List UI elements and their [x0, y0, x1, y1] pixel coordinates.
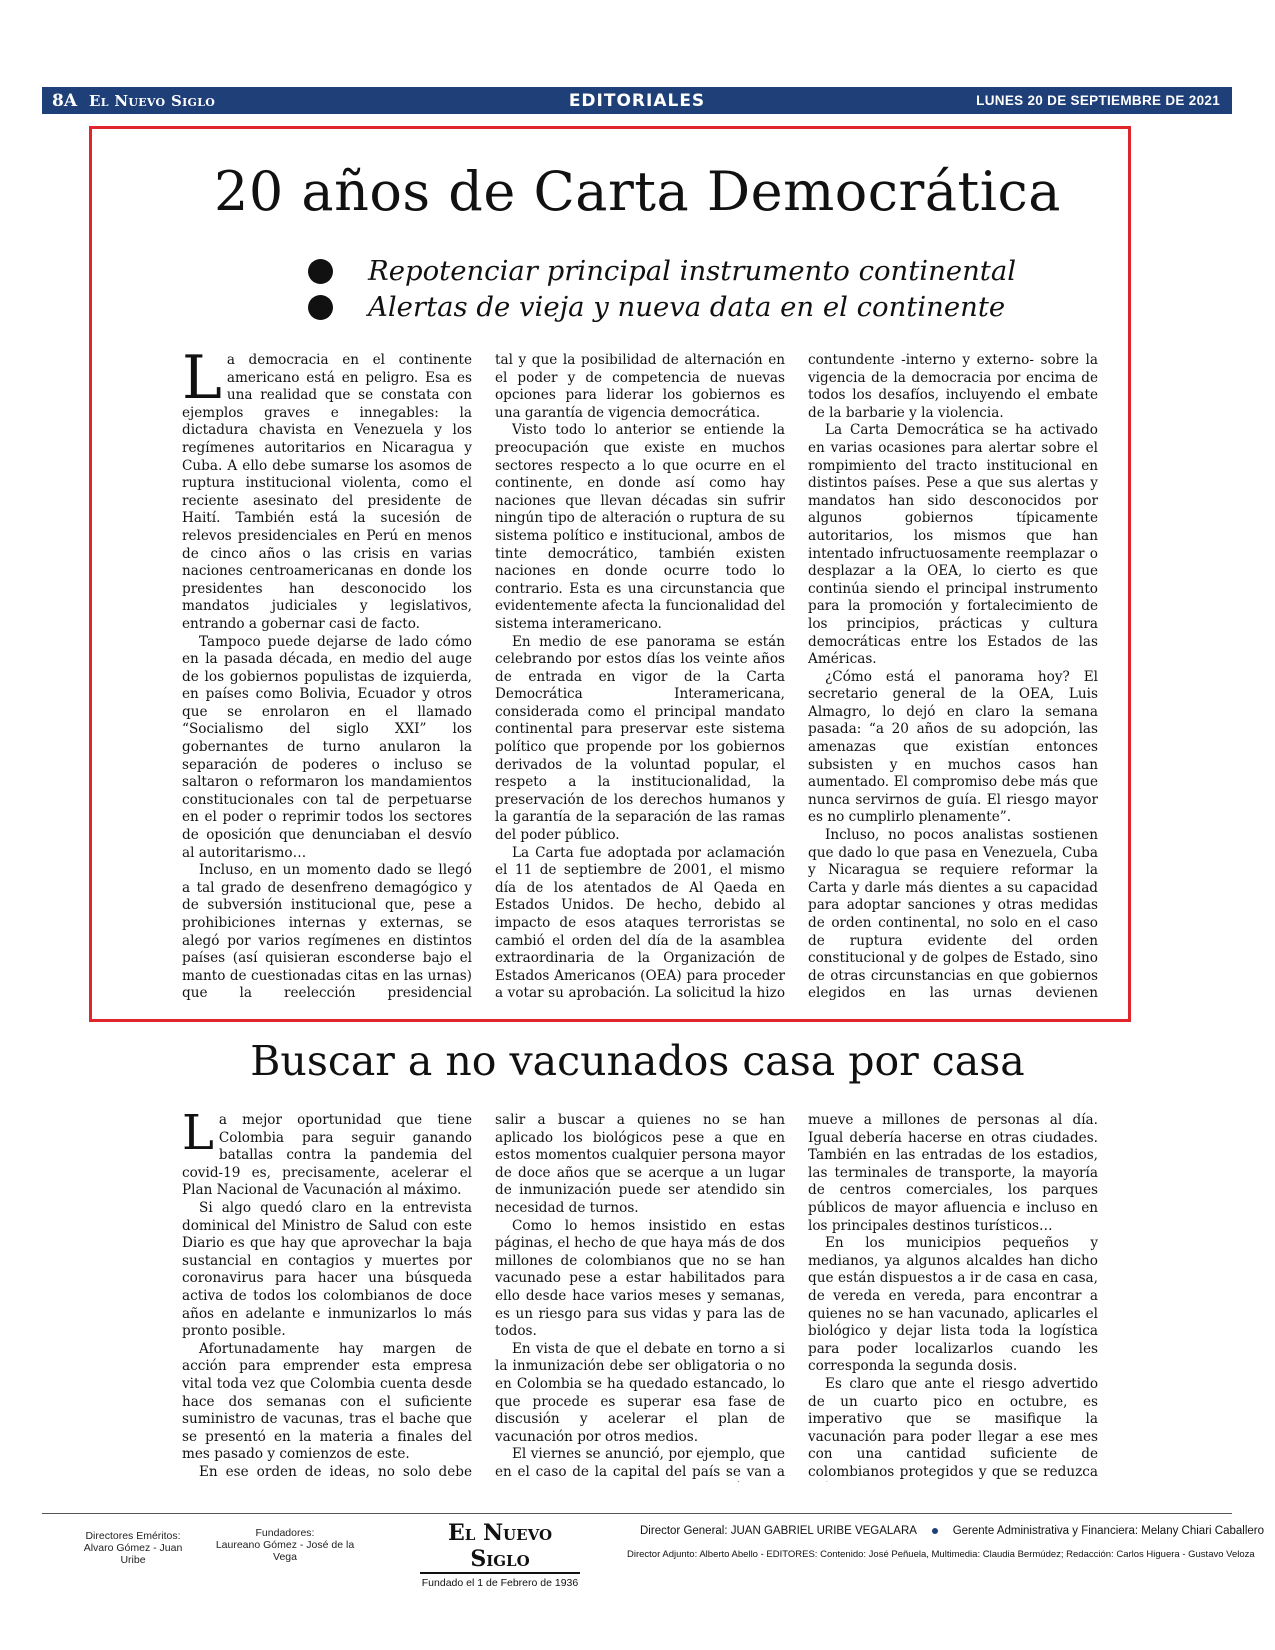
bullet-dot-icon [308, 295, 333, 320]
newspaper-logo: El Nuevo Siglo [420, 1520, 580, 1574]
directores-names: Alvaro Gómez - Juan Uribe [83, 1542, 183, 1566]
paragraph: Tampoco puede dejarse de lado cómo en la pasada década, en medio del auge de los gobiernos populistas de izquierda, en países como Bolivia, Ecuador y otros que se enrolaron en el llamado “Socialismo del siglo XXI” los gobernantes de turno anularon la separación de poderes o incluso se saltaron o reformaron los mandamientos constitucionales con tal de perpetuarse en el poder o reprimir todos los sectores de oposición que denunciaban el desvío al autoritarismo… [182, 633, 472, 861]
fundadores-label: Fundadores: [255, 1527, 315, 1539]
paragraph: Si algo quedó claro en la entrevista dominical del Ministro de Salud con este Diario es que hay que aprovechar la baja sustancial en contagios y muertes por coronavirus para hacer una búsqueda activa de todos los colombianos de doce años en adelante e inmunizarlos lo más pronto posible. [182, 1199, 472, 1340]
editorial-title-2: Buscar a no vacunados casa por casa [250, 1037, 1025, 1085]
footer-staff-main [640, 1525, 1264, 1537]
paragraph: Afortunadamente hay margen de acción para emprender esta empresa vital toda vez que Colombia cuenta desde hace dos semanas con el suficiente suministro de vacunas, tras el bache que se presentó en la materia a finales del mes pasado y comienzos de este. [182, 1340, 472, 1463]
paragraph: La Carta Democrática se ha activado en varias ocasiones para alertar sobre el rompimiento del tracto institucional en distintos países. Pese a que sus alertas y mandatos han sido desconocidos por algunos gobiernos típicamente autoritarios, los mismos que han intentado infructuosamente reemplazar o desplazar a la OEA, lo cierto es que continúa siendo el principal instrumento para la promoción y fortalecimiento de los principios, prácticas y cultura democráticas entre los Estados de las Américas. [808, 422, 1098, 668]
paragraph: En ese orden de ideas, no solo debe [199, 1463, 472, 1480]
paragraph: salir a buscar a quienes no se han aplicado los biológicos pese a que en estos momentos cualquier persona mayor de doce años que se acerque a un lugar de inmunización puede ser atendido sin necesidad de turnos. [495, 1112, 785, 1216]
paragraph: Incluso, no pocos analistas sostienen que dado lo que pasa en Venezuela, Cuba y Nicaragua se requiere reformar la Carta y darle más dientes a su capacidad para adoptar sanciones y otras medidas de orden continental, no solo en el caso de ruptura evidente del orden constitucional y de golpes de Estado, sino de otras circunstancias en que gobiernos elegidos en las urnas devienen [808, 827, 1098, 1002]
page-number: 8A [52, 90, 78, 111]
paragraph: Es claro que ante el riesgo advertido de un cuarto pico en octubre, es imperativo que se masifique la vacunación para poder llegar a ese mes con una cantidad suficiente de colombianos protegidos y que se reduzca [808, 1375, 1098, 1480]
drop-cap: L [182, 352, 222, 413]
paragraph: ¿Cómo está el panorama hoy? El secretario general de la OEA, Luis Almagro, lo dejó en claro la semana pasada: “a 20 años de su adopción, las amenazas que existían entonces subsisten y en muchos casos han aumentado. El compromiso debe más que nunca servirnos de guía. El riesgo mayor es no cumplirlo plenamente”. [808, 668, 1098, 826]
issue-date: LUNES 20 DE SEPTIEMBRE DE 2021 [976, 93, 1220, 108]
article-column-2 [495, 1112, 785, 1482]
separator-dot-icon [932, 1528, 938, 1534]
paragraph: En los municipios pequeños y medianos, ya algunos alcaldes han dicho que están dispuestos a ir de casa en casa, de vereda en vereda, para encontrar a quienes no se han vacunado, aplicarles el biológico y dejar lista toda la logística para poder localizarlos cuando les corresponda la segunda dosis. [808, 1235, 1098, 1375]
summary-item [308, 289, 1016, 325]
paragraph: La democracia en el continente americano está en peligro. Esa es una realidad que se constata con ejemplos graves e innegables: la dictadura chavista en Venezuela y los regímenes autoritarios en Nicaragua y Cuba. A ello debe sumarse los asomos de ruptura institucional violenta, como el reciente asesinato del presidente de Haití. También está la sucesión de relevos presidenciales en Perú en menos de cinco años o las crisis en varias naciones centroamericanas en donde los presidentes han desconocido los mandatos judiciales y legislativos, entrando a gobernar casi de facto. [182, 352, 472, 632]
footer-staff-editors: Director Adjunto: Alberto Abello - EDITORES: Contenido: José Peñuela, Multimedia: Claudia Bermúdez; Redacción: Carlos Higuera - Gustavo Veloza [627, 1549, 1255, 1560]
section-header-bar [42, 87, 1232, 114]
summary-text: Alertas de vieja y nueva data en el continente [368, 291, 1006, 323]
fundadores-names: Laureano Gómez - José de la Vega [215, 1539, 355, 1563]
paragraph: tal y que la posibilidad de alternación en el poder y de competencia de nuevas opciones para liderar los gobiernos es una garantía de vigencia democrática. [495, 352, 785, 421]
director-general: Director General: JUAN GABRIEL URIBE VEGALARA [640, 1525, 917, 1537]
article-column-1 [182, 352, 472, 1002]
paragraph: En vista de que el debate en torno a si la inmunización debe ser obligatoria o no en Colombia se ha quedado estancado, lo que procede es superar esa fase de discusión y acelerar el plan de vacunación por otros medios. [495, 1340, 785, 1445]
paragraph: La Carta fue adoptada por aclamación el 11 de septiembre de 2001, el mismo día de los atentados de Al Qaeda en Estados Unidos. De hecho, debido al impacto de esos ataques terroristas se cambió el orden del día de la asamblea extraordinaria de la Organización de Estados Americanos (OEA) para proceder a votar su aprobación. La solicitud la hizo [495, 844, 785, 1002]
paragraph: mueve a millones de personas al día. Igual debería hacerse en otras ciudades. También en las entradas de los estadios, las terminales de transporte, la mayoría de centros comerciales, los parques públicos de mayor afluencia e incluso en los principales destinos turísticos… [808, 1112, 1098, 1234]
article-column-2 [495, 352, 785, 1002]
footer-divider [42, 1513, 1232, 1514]
section-title: EDITORIALES [568, 91, 706, 111]
paragraph: Incluso, en un momento dado se llegó a tal grado de desenfreno demagógico y de subversión institucional que, pese a prohibiciones internas y externas, se alegó por varios regímenes en distintos países (así quisieran esconderse bajo el manto de cuestionadas citas en las urnas) que la reelección presidencial [182, 862, 472, 1002]
article-column-3 [808, 352, 1098, 1002]
masthead-small: El Nuevo Siglo [89, 91, 216, 110]
paragraph: La mejor oportunidad que tiene Colombia para seguir ganando batallas contra la pandemia del covid-19 es, precisamente, acelerar el Plan Nacional de Vacunación al máximo. [182, 1112, 472, 1199]
footer-fundadores [210, 1527, 360, 1563]
directores-label: Directores Eméritos: [85, 1530, 181, 1542]
paragraph: Como lo hemos insistido en estas páginas, el hecho de que haya más de dos millones de colombianos que no se han vacunado pese a estar habilitados para ello desde hace varios meses y semanas, es un riesgo para sus vidas y para las de todos. [495, 1217, 785, 1340]
article-column-1 [182, 1112, 472, 1482]
drop-cap: L [182, 1112, 214, 1161]
bullet-dot-icon [308, 259, 333, 284]
footer-logo [420, 1520, 580, 1589]
summary-item [308, 253, 1016, 289]
paragraph: En medio de ese panorama se están celebrando por estos días los veinte años de entrada en vigor de la Carta Democrática Interamericana, considerada como el principal mandato continental para preservar este sistema político que propende por los gobiernos derivados de la voluntad popular, el respeto a la institucionalidad, la preservación de los derechos humanos y la garantía de la separación de las ramas del poder público. [495, 633, 785, 844]
editorial-title-1: 20 años de Carta Democrática [214, 160, 1061, 223]
paragraph: Visto todo lo anterior se entiende la preocupación que existe en muchos sectores respecto a lo que ocurre en el continente, en donde así como hay naciones que llevan décadas sin sufrir ningún tipo de alteración o ruptura de su sistema político e institucional, ambos de tinte democrático, también existen naciones en donde ocurre todo lo contrario. Esta es una circunstancia que evidentemente afecta la funcionalidad del sistema interamericano. [495, 422, 785, 632]
paragraph: contundente -interno y externo- sobre la vigencia de la democracia por encima de todos los desafíos, incluyendo el embate de la barbarie y la violencia. [808, 352, 1098, 421]
paragraph: El viernes se anunció, por ejemplo, que en el caso de la capital del país se van a [495, 1446, 785, 1480]
editorial-2-body [182, 1112, 1098, 1482]
founded-date: Fundado el 1 de Febrero de 1936 [421, 1577, 579, 1589]
gerente: Gerente Administrativa y Financiera: Melany Chiari Caballero [952, 1525, 1264, 1537]
article-column-3 [808, 1112, 1098, 1482]
editorial-1-body [182, 352, 1098, 1002]
summary-text: Repotenciar principal instrumento continental [368, 255, 1017, 287]
footer-directores [78, 1530, 188, 1566]
editorial-summary [308, 253, 1016, 325]
